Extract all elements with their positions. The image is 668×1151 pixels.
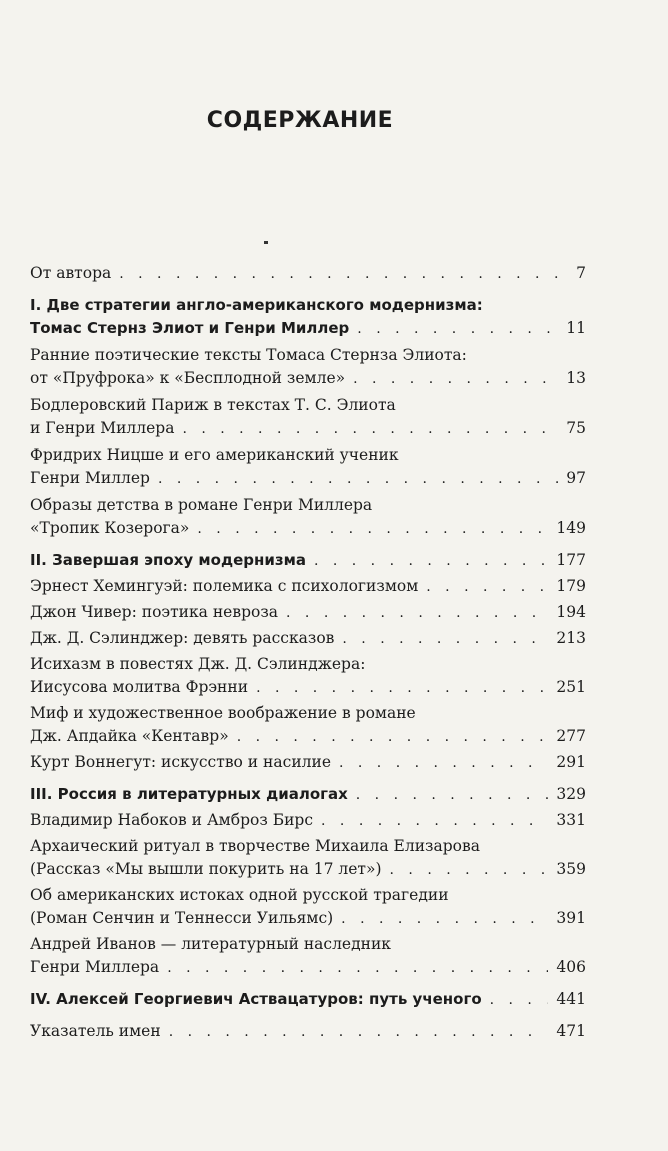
dot-leader <box>237 726 549 749</box>
toc-entry-line <box>30 956 586 980</box>
toc-page-number: 194 <box>556 603 586 621</box>
toc-entry <box>30 835 586 882</box>
toc-entry <box>30 344 586 391</box>
toc-page-number: 149 <box>556 519 586 537</box>
toc-part-entry <box>30 294 586 341</box>
dot-leader <box>182 418 558 441</box>
toc-entry-title-line: Ранние поэтические тексты Томаса Стернза Элиота: <box>30 346 467 364</box>
toc-entry-title-line: Иисусова молитва Фрэнни <box>30 678 249 696</box>
page-title: СОДЕРЖАНИЕ <box>206 108 394 133</box>
toc-entry-line <box>30 1020 586 1044</box>
toc-entry-line <box>30 417 586 441</box>
toc-page-number: 177 <box>556 551 586 569</box>
toc-page-number: 251 <box>556 678 586 696</box>
toc-page-number: 329 <box>556 785 586 803</box>
toc-page-number: 291 <box>556 753 586 771</box>
dot-leader <box>197 518 548 541</box>
toc-entry <box>30 394 586 441</box>
dot-leader <box>356 784 549 807</box>
toc-page-number: 7 <box>576 264 586 282</box>
toc-entry-title-line: Фридрих Ницше и его американский ученик <box>30 446 399 464</box>
toc-page-number: 359 <box>556 860 586 878</box>
toc-entry-title-line: Эрнест Хемингуэй: полемика с психологизмом <box>30 577 419 595</box>
dot-leader <box>286 602 548 625</box>
dot-leader <box>490 989 549 1012</box>
toc-entry <box>30 444 586 491</box>
toc-entry-title-line: От автора <box>30 264 112 282</box>
toc-entry-title-line: Бодлеровский Париж в текстах Т. С. Элиота <box>30 396 396 414</box>
toc-entry-line <box>30 367 586 391</box>
toc-entry-line <box>30 783 586 807</box>
toc-entry-line <box>30 725 586 749</box>
toc-entry-title-line: Томас Стернз Элиот и Генри Миллер <box>30 319 350 337</box>
toc-part-entry <box>30 988 586 1012</box>
toc-entry-title-line: I. Две стратегии англо-американского модернизма: <box>30 296 483 314</box>
dot-leader <box>119 263 568 286</box>
toc-page-number: 471 <box>556 1022 586 1040</box>
toc-entry-title-line: Дж. Апдайка «Кентавр» <box>30 727 229 745</box>
dot-leader <box>339 752 548 775</box>
toc-page-number: 179 <box>556 577 586 595</box>
toc-entry-line <box>30 317 586 341</box>
toc-entry-line <box>30 809 586 833</box>
toc-entry-line <box>30 988 586 1012</box>
toc-entry-title-line: и Генри Миллера <box>30 419 175 437</box>
toc-page-number: 441 <box>556 990 586 1008</box>
toc-entry-line <box>30 601 586 625</box>
toc-entry-title-line: Архаический ритуал в творчестве Михаила Елизарова <box>30 837 480 855</box>
toc-entry <box>30 1020 586 1044</box>
dot-leader <box>426 576 548 599</box>
toc-entry <box>30 809 586 833</box>
toc-entry-title-line: Миф и художественное воображение в романе <box>30 704 416 722</box>
toc-entry <box>30 702 586 749</box>
toc-page-number: 391 <box>556 909 586 927</box>
toc-entry <box>30 262 586 286</box>
toc-page-number: 13 <box>566 369 586 387</box>
toc-entry-title-line: Генри Миллер <box>30 469 150 487</box>
toc-part-entry <box>30 549 586 573</box>
dot-leader <box>169 1021 549 1044</box>
dot-leader <box>357 318 558 341</box>
toc-entry <box>30 575 586 599</box>
toc-page-number: 406 <box>556 958 586 976</box>
toc-page-number: 331 <box>556 811 586 829</box>
toc-entry-line <box>30 575 586 599</box>
dot-leader <box>342 628 548 651</box>
toc-entry-title-line: Генри Миллера <box>30 958 160 976</box>
toc-entry-line <box>30 676 586 700</box>
dot-leader <box>167 957 548 980</box>
toc-entry-title-line: Владимир Набоков и Амброз Бирс <box>30 811 314 829</box>
toc-entry <box>30 751 586 775</box>
dot-leader <box>321 810 548 833</box>
toc-page-number: 75 <box>566 419 586 437</box>
dot-leader <box>314 550 548 573</box>
toc-entry <box>30 601 586 625</box>
dot-leader <box>158 468 558 491</box>
toc-part-entry <box>30 783 586 807</box>
toc-entry-title-line: (Рассказ «Мы вышли покурить на 17 лет») <box>30 860 382 878</box>
toc-entry-title-line: Образы детства в романе Генри Миллера <box>30 496 373 514</box>
toc-entry-title-line: IV. Алексей Георгиевич Аствацатуров: путь ученого <box>30 990 482 1008</box>
toc-entry <box>30 884 586 931</box>
table-of-contents <box>30 262 586 1046</box>
toc-entry-title-line: III. Россия в литературных диалогах <box>30 785 348 803</box>
dot-leader <box>341 908 548 931</box>
toc-entry-title-line: «Тропик Козерога» <box>30 519 190 537</box>
toc-page-number: 97 <box>566 469 586 487</box>
toc-entry-line <box>30 858 586 882</box>
toc-entry <box>30 653 586 700</box>
toc-entry-line <box>30 549 586 573</box>
toc-entry-title-line: Исихазм в повестях Дж. Д. Сэлинджера: <box>30 655 366 673</box>
ink-speck <box>264 241 268 244</box>
dot-leader <box>256 677 548 700</box>
toc-entry-title-line: Указатель имен <box>30 1022 161 1040</box>
toc-page-number: 277 <box>556 727 586 745</box>
toc-entry-line <box>30 467 586 491</box>
dot-leader <box>390 859 549 882</box>
toc-entry-title-line: (Роман Сенчин и Теннесси Уильямс) <box>30 909 334 927</box>
toc-entry-title-line: II. Завершая эпоху модернизма <box>30 551 306 569</box>
toc-entry-line <box>30 262 586 286</box>
toc-entry-title-line: от «Пруфрока» к «Бесплодной земле» <box>30 369 346 387</box>
toc-entry <box>30 494 586 541</box>
toc-page-number: 213 <box>556 629 586 647</box>
toc-entry-line <box>30 907 586 931</box>
toc-entry-line <box>30 751 586 775</box>
toc-entry-line <box>30 627 586 651</box>
toc-entry-title-line: Курт Воннегут: искусство и насилие <box>30 753 331 771</box>
toc-entry <box>30 933 586 980</box>
toc-entry-line <box>30 517 586 541</box>
toc-entry <box>30 627 586 651</box>
toc-entry-title-line: Дж. Д. Сэлинджер: девять рассказов <box>30 629 335 647</box>
toc-entry-title-line: Об американских истоках одной русской трагедии <box>30 886 449 904</box>
dot-leader <box>353 368 558 391</box>
toc-page-number: 11 <box>566 319 586 337</box>
toc-entry-title-line: Андрей Иванов — литературный наследник <box>30 935 391 953</box>
toc-entry-title-line: Джон Чивер: поэтика невроза <box>30 603 279 621</box>
